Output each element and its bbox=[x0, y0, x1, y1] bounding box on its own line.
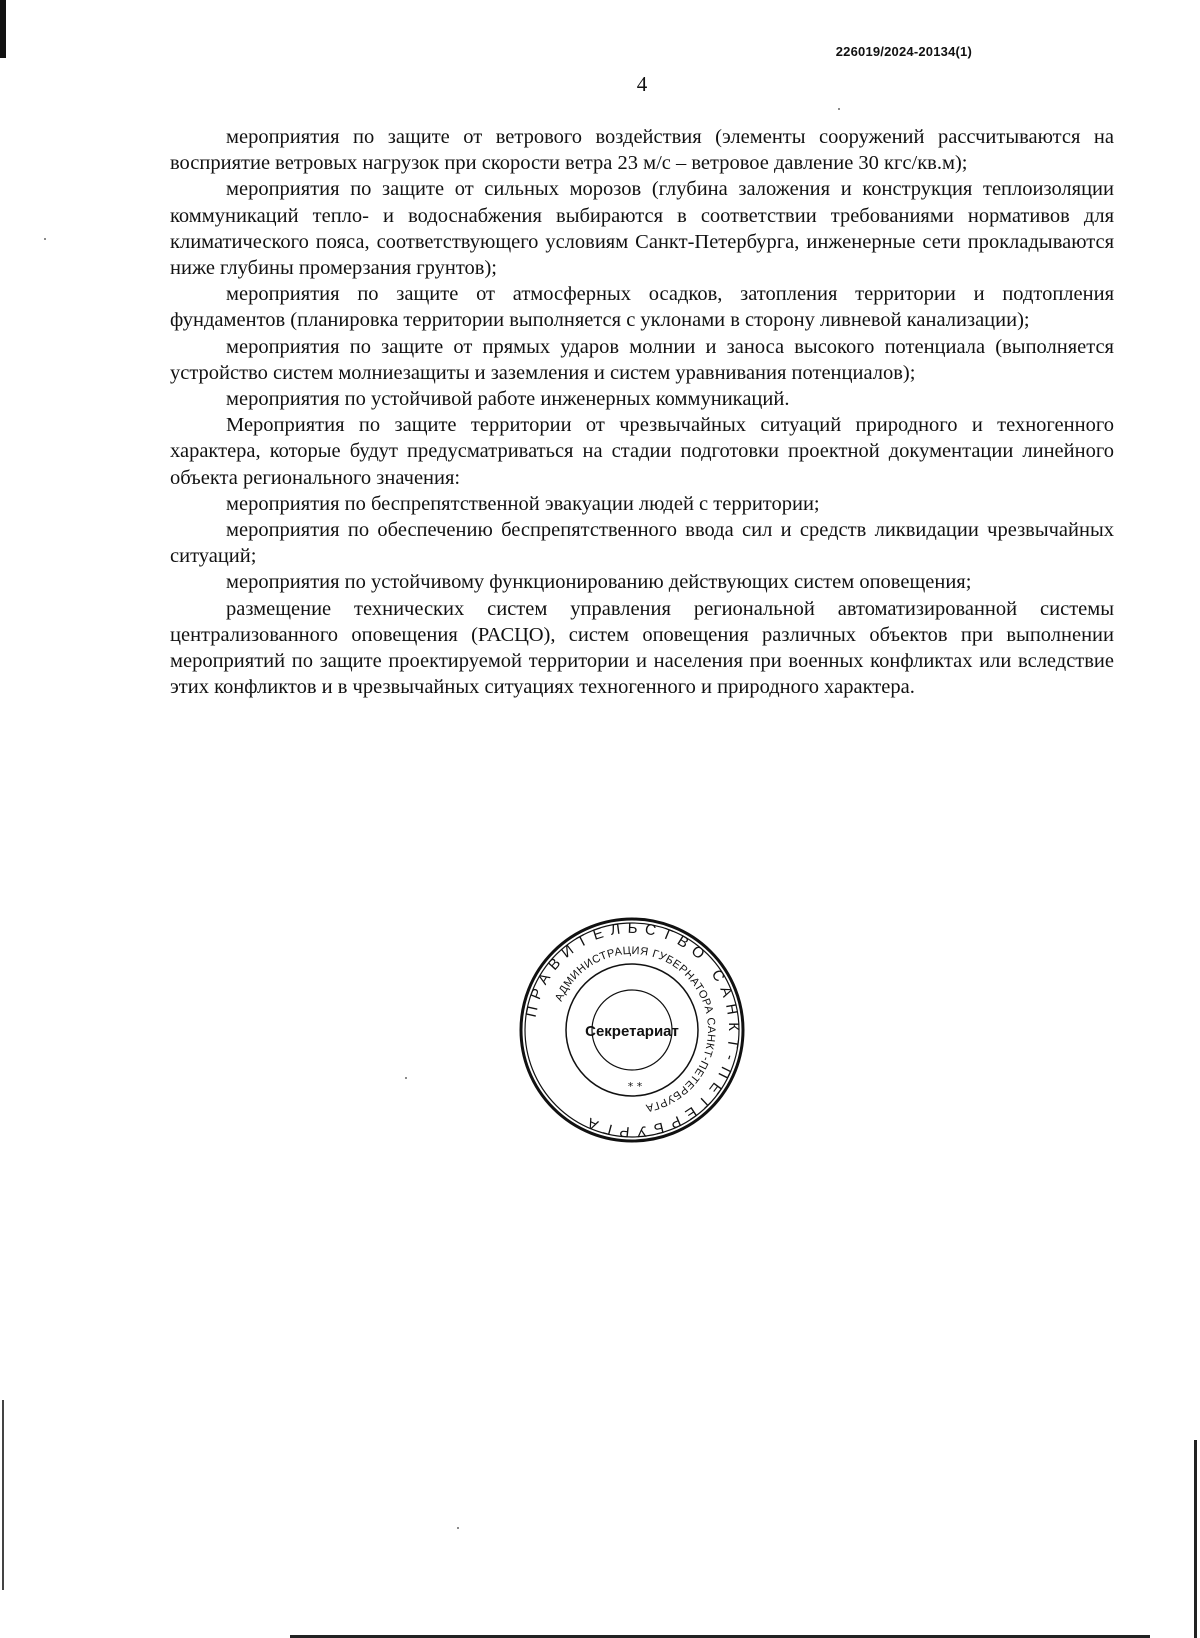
scan-border-left bbox=[2, 1400, 4, 1590]
paragraph: размещение технических систем управления региональной автоматизированной системы централизованного оповещения (РАСЦО), систем оповещения различных объектов при выполнении мероприятий по защите проектируемой территории и населения при военных конфликтах или вследствие этих конфликтов и в чрезвычайных ситуациях техногенного и природного характера. bbox=[170, 597, 1114, 699]
paragraph: мероприятия по устойчивой работе инженерных коммуникаций. bbox=[226, 388, 790, 411]
stamp-outer-text: ПРАВИТЕЛЬСТВО САНКТ-ПЕТЕРБУРГА bbox=[522, 919, 743, 1141]
paragraph: мероприятия по защите от атмосферных осадков, затопления территории и подтопления фундаментов (планировка территории выполняется с уклонами в сторону ливневой канализации); bbox=[170, 283, 1114, 332]
scan-speck bbox=[838, 108, 840, 110]
paragraph: мероприятия по защите от сильных морозов (глубина заложения и конструкция теплоизоляции коммуникаций тепло- и водоснабжения выбираются в соответствии требованиями нормативов для климатического пояса, соответствующего условиям Санкт-Петербурга, инженерные сети прокладываются ниже глубины промерзания грунтов); bbox=[170, 178, 1114, 280]
scan-speck bbox=[457, 1527, 459, 1529]
document-number: 226019/2024-20134(1) bbox=[835, 44, 972, 59]
official-stamp bbox=[517, 915, 747, 1145]
stamp-stars: * * bbox=[627, 1080, 643, 1093]
scan-speck bbox=[44, 238, 46, 240]
scan-border-right bbox=[1194, 1440, 1197, 1638]
paragraph: мероприятия по обеспечению беспрепятственного ввода сил и средств ликвидации чрезвычайных ситуаций; bbox=[170, 519, 1114, 568]
page-number: 4 bbox=[636, 72, 648, 96]
paragraph: мероприятия по устойчивому функционированию действующих систем оповещения; bbox=[226, 571, 972, 594]
paragraph: мероприятия по защите от прямых ударов молнии и заноса высокого потенциала (выполняется устройство систем молниезащиты и заземления и систем уравнивания потенциалов); bbox=[170, 335, 1114, 384]
paragraph: Мероприятия по защите территории от чрезвычайных ситуаций природного и техногенного характера, которые будут предусматриваться на стадии подготовки проектной документации линейного объекта регионального значения: bbox=[170, 414, 1114, 489]
body-text bbox=[170, 124, 1114, 700]
stamp-inner-text: АДМИНИСТРАЦИЯ ГУБЕРНАТОРА САНКТ-ПЕТЕРБУРГА bbox=[553, 944, 718, 1114]
scan-border-top-left bbox=[0, 0, 6, 58]
scan-speck bbox=[405, 1077, 407, 1079]
paragraph: мероприятия по защите от ветрового воздействия (элементы сооружений рассчитываются на восприятие ветровых нагрузок при скорости ветра 23 м/с – ветровое давление 30 кгс/кв.м); bbox=[170, 126, 1114, 175]
stamp-seal-icon bbox=[517, 915, 747, 1145]
paragraph: мероприятия по беспрепятственной эвакуации людей с территории; bbox=[226, 492, 820, 515]
stamp-center-text: Секретариат bbox=[585, 1023, 679, 1040]
